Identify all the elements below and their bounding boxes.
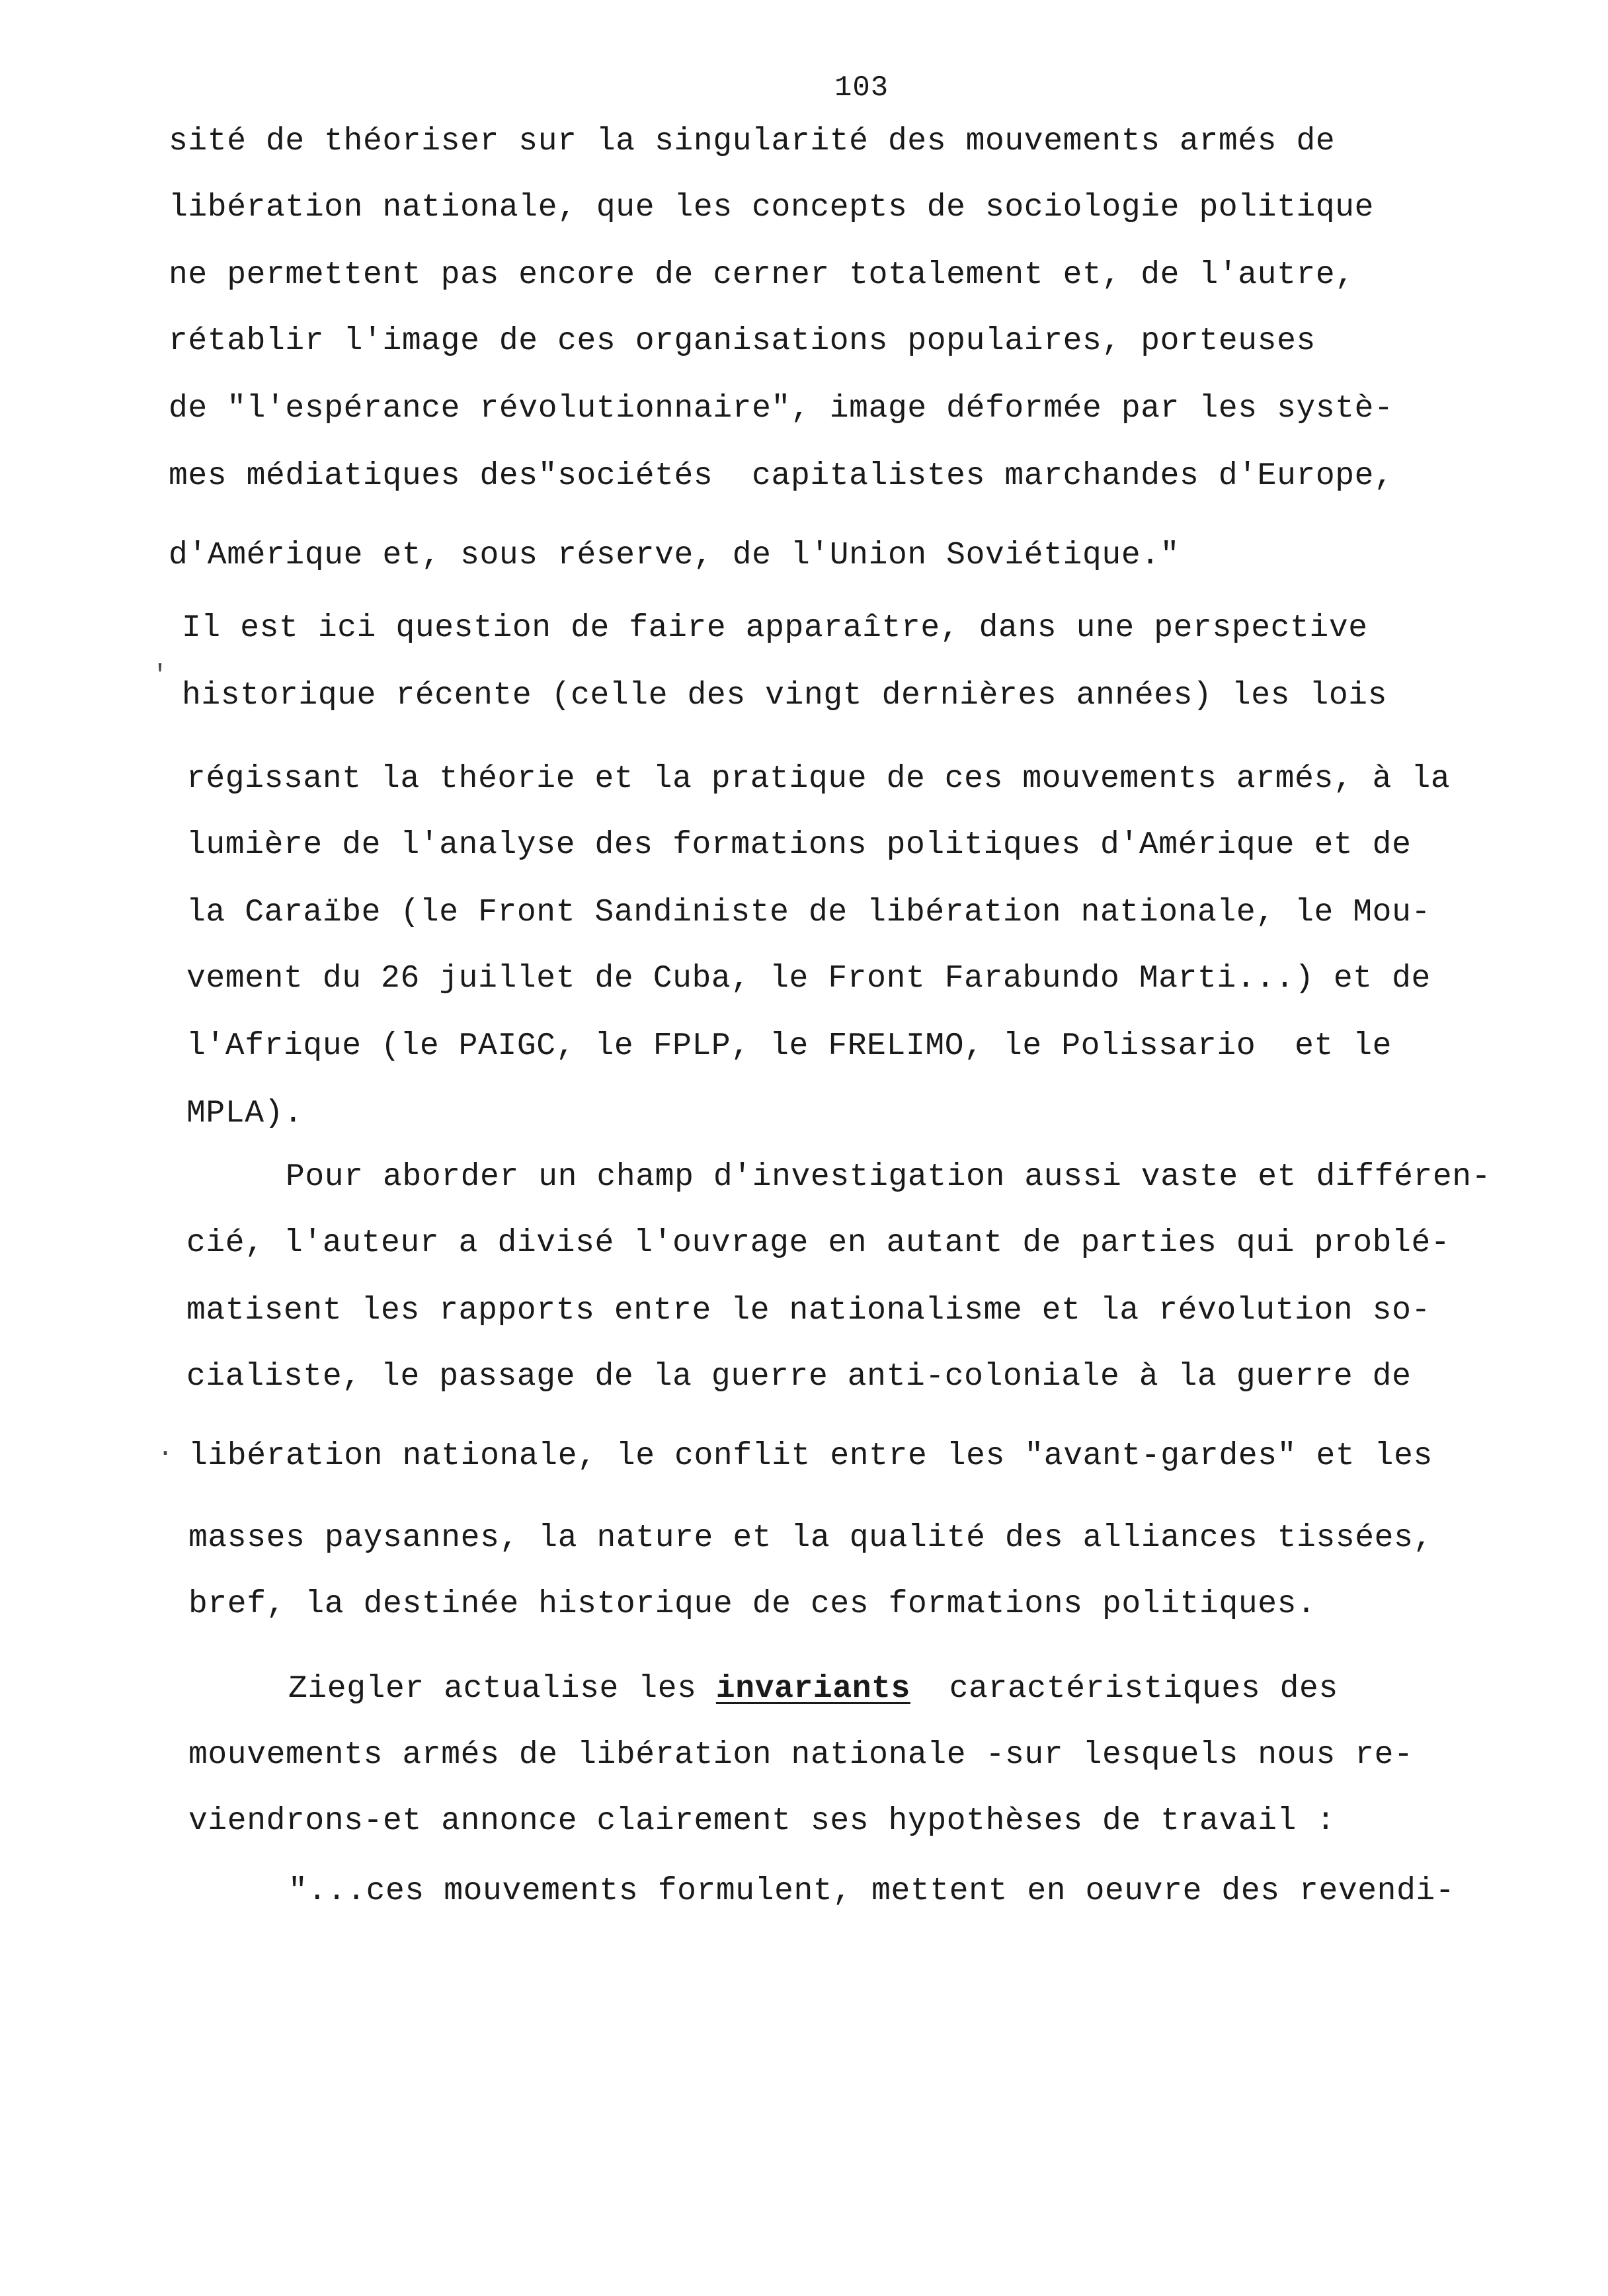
text-line: rétablir l'image de ces organisations populaires, porteuses — [169, 323, 1316, 359]
text-line: régissant la théorie et la pratique de ces mouvements armés, à la — [186, 761, 1451, 797]
text-line: cié, l'auteur a divisé l'ouvrage en autant de parties qui problé- — [186, 1225, 1451, 1261]
text-line: la Caraïbe (le Front Sandiniste de libération nationale, le Mou- — [186, 895, 1431, 930]
keyword-invariants: invariants — [715, 1671, 910, 1707]
margin-tick-lower: . — [157, 1434, 174, 1463]
margin-tick-upper: ' — [152, 661, 169, 691]
text-line: Il est ici question de faire apparaître, dans une perspective — [182, 610, 1368, 646]
text-line: bref, la destinée historique de ces formations politiques. — [188, 1586, 1316, 1622]
text-line: Pour aborder un champ d'investigation aussi vaste et différen- — [286, 1159, 1492, 1195]
text-line: l'Afrique (le PAIGC, le FPLP, le FRELIMO, le Polissario et le — [186, 1028, 1392, 1064]
quote-start-line: "...ces mouvements formulent, mettent en oeuvre des revendi- — [288, 1873, 1455, 1909]
text-line: lumière de l'analyse des formations politiques d'Amérique et de — [186, 827, 1412, 863]
text-line: d'Amérique et, sous réserve, de l'Union Soviétique." — [169, 538, 1180, 573]
text-line: cialiste, le passage de la guerre anti-coloniale à la guerre de — [186, 1359, 1412, 1395]
text-line: vement du 26 juillet de Cuba, le Front Farabundo Marti...) et de — [186, 961, 1431, 997]
text-line — [288, 1669, 1338, 1709]
text-line: sité de théoriser sur la singularité des mouvements armés de — [169, 124, 1336, 159]
text-line: matisent les rapports entre le nationalisme et la révolution so- — [186, 1293, 1431, 1329]
text-span: Ziegler actualise les — [288, 1671, 716, 1707]
text-line: libération nationale, que les concepts de sociologie politique — [169, 190, 1375, 226]
page-number: 103 — [834, 71, 889, 104]
text-line: masses paysannes, la nature et la qualité des alliances tissées, — [188, 1520, 1433, 1556]
text-line: MPLA). — [186, 1096, 303, 1131]
text-line: ne permettent pas encore de cerner totalement et, de l'autre, — [169, 257, 1355, 293]
text-line: viendrons-et annonce clairement ses hypothèses de travail : — [188, 1803, 1336, 1839]
text-line: mouvements armés de libération nationale -sur lesquels nous re- — [188, 1737, 1414, 1773]
text-span: caractéristiques des — [910, 1671, 1338, 1707]
text-line: historique récente (celle des vingt dernières années) les lois — [182, 678, 1388, 714]
text-line: libération nationale, le conflit entre les "avant-gardes" et les — [188, 1438, 1433, 1474]
text-line: mes médiatiques des"sociétés capitalistes marchandes d'Europe, — [169, 458, 1394, 494]
text-line: de "l'espérance révolutionnaire", image déformée par les systè- — [169, 391, 1394, 427]
